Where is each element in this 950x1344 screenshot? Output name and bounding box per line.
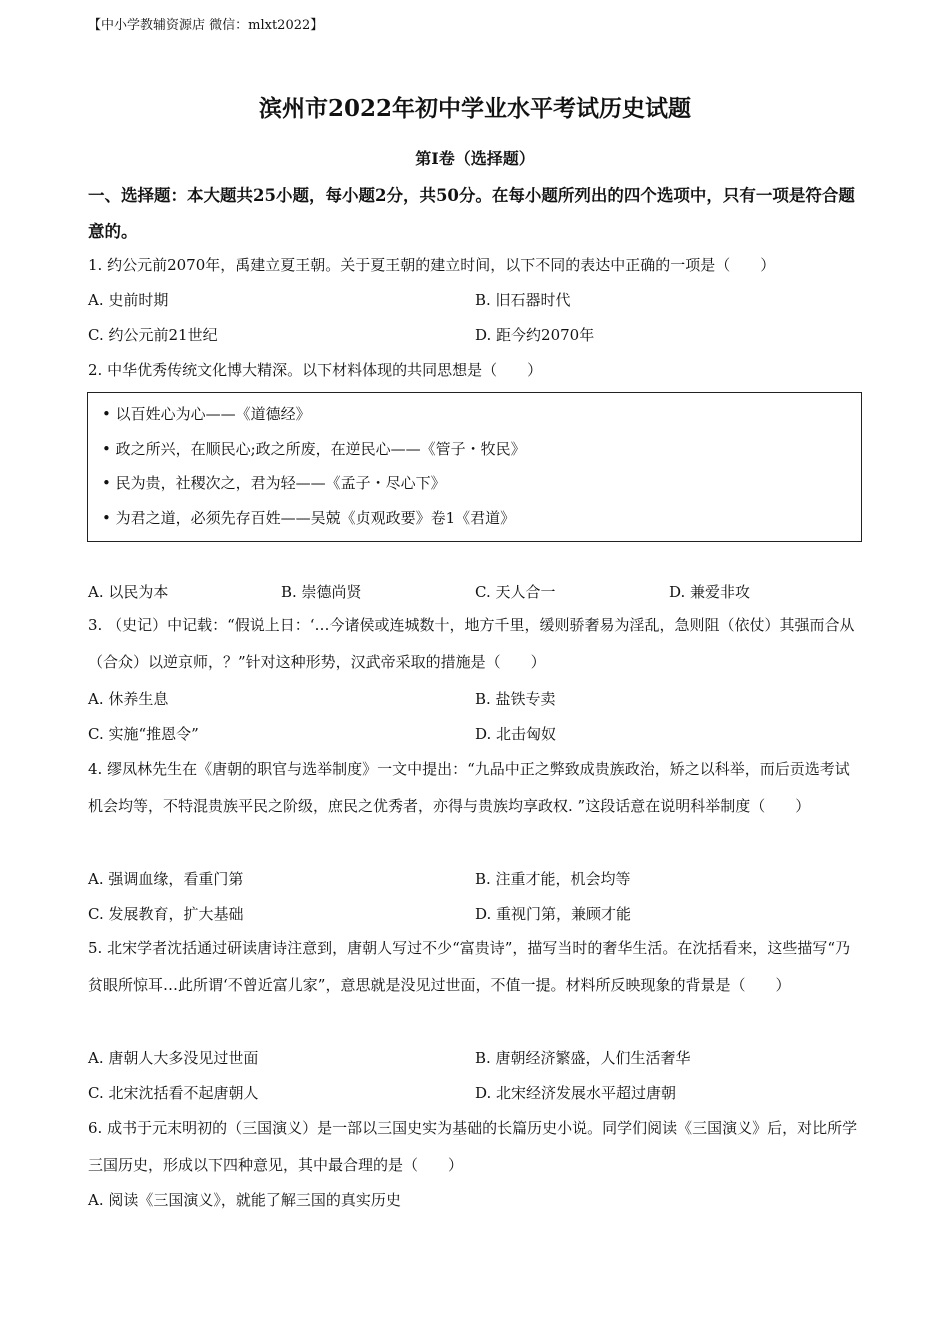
- question-2-material-box: [87, 392, 862, 542]
- question-4-stem: 4. 缪凤林先生在《唐朝的职官与选举制度》一文中提出：“九品中正之弊致成贵族政治，矫之以科举，而后贡选考试机会均等，不特混贵族平民之阶级，庶民之优秀者，亦得与贵族均享政权. ”这段话意在说明科举制度（ ）: [88, 760, 850, 815]
- material-line: • 以百姓心为心——《道德经》: [102, 405, 311, 423]
- question-5-option-c: C. 北宋沈括看不起唐朝人: [88, 1084, 259, 1102]
- header-note: 【中小学教辅资源店 微信：mlxt2022】: [88, 18, 324, 33]
- question-2-option-b: B. 崇德尚贤: [281, 583, 362, 601]
- question-1-option-a: A. 史前时期: [88, 291, 169, 309]
- question-6-option-a: A. 阅读《三国演义》，就能了解三国的真实历史: [88, 1191, 401, 1209]
- question-2-option-c: C. 天人合一: [475, 583, 556, 601]
- question-4-option-d: D. 重视门第，兼顾才能: [475, 905, 632, 923]
- question-1-option-b: B. 旧石器时代: [475, 291, 571, 309]
- material-line: • 为君之道，必须先存百姓——吴兢《贞观政要》卷1《君道》: [102, 509, 516, 527]
- question-5-option-a: A. 唐朝人大多没见过世面: [88, 1049, 259, 1067]
- question-5-option-d: D. 北宋经济发展水平超过唐朝: [475, 1084, 677, 1102]
- question-1-option-c: C. 约公元前21世纪: [88, 326, 218, 344]
- section-subtitle: 第Ⅰ卷（选择题）: [415, 149, 535, 168]
- material-line: • 民为贵，社稷次之，君为轻——《孟子・尽心下》: [102, 474, 446, 492]
- question-6-stem: 6. 成书于元末明初的（三国演义）是一部以三国史实为基础的长篇历史小说。同学们阅读《三国演义》后，对比所学三国历史，形成以下四种意见，其中最合理的是（ ）: [88, 1119, 858, 1174]
- section-instructions: 一、选择题：本大题共25小题，每小题2分，共50分。在每小题所列出的四个选项中，只有一项是符合题意的。: [88, 186, 855, 241]
- question-2-option-a: A. 以民为本: [88, 583, 169, 601]
- question-5-option-b: B. 唐朝经济繁盛，人们生活奢华: [475, 1049, 691, 1067]
- question-4-option-c: C. 发展教育，扩大基础: [88, 905, 244, 923]
- question-1-stem: 1. 约公元前2070年，禹建立夏王朝。关于夏王朝的建立时间，以下不同的表达中正确的一项是（ ）: [88, 256, 776, 274]
- question-3-stem: 3. （史记）中记载：“假说上日：‘…今诸侯或连城数十，地方千里，缓则骄奢易为淫乱，急则阻（依仗）其强而合从（合众）以逆京师，？”针对这种形势，汉武帝采取的措施是（ ）: [88, 616, 855, 671]
- question-1-option-d: D. 距今约2070年: [475, 326, 595, 344]
- question-5-stem: 5. 北宋学者沈括通过研读唐诗注意到，唐朝人写过不少“富贵诗”，描写当时的奢华生活。在沈括看来，这些描写“乃贫眼所惊耳…此所谓‘不曾近富儿家”，意思就是没见过世面，不值一提。材料所反映现象的背景是（ ）: [88, 939, 851, 994]
- material-line: • 政之所兴，在顺民心;政之所废，在逆民心——《管子・牧民》: [102, 440, 526, 458]
- question-4-option-a: A. 强调血缘，看重门第: [88, 870, 244, 888]
- question-2-option-d: D. 兼爱非攻: [669, 583, 751, 601]
- question-3-option-b: B. 盐铁专卖: [475, 690, 556, 708]
- page-title: 滨州市2022年初中学业水平考试历史试题: [258, 95, 691, 122]
- question-4-option-b: B. 注重才能，机会均等: [475, 870, 631, 888]
- question-3-option-a: A. 休养生息: [88, 690, 169, 708]
- question-3-option-d: D. 北击匈奴: [475, 725, 557, 743]
- question-3-option-c: C. 实施“推恩令”: [88, 725, 199, 743]
- question-2-stem: 2. 中华优秀传统文化博大精深。以下材料体现的共同思想是（ ）: [88, 361, 543, 379]
